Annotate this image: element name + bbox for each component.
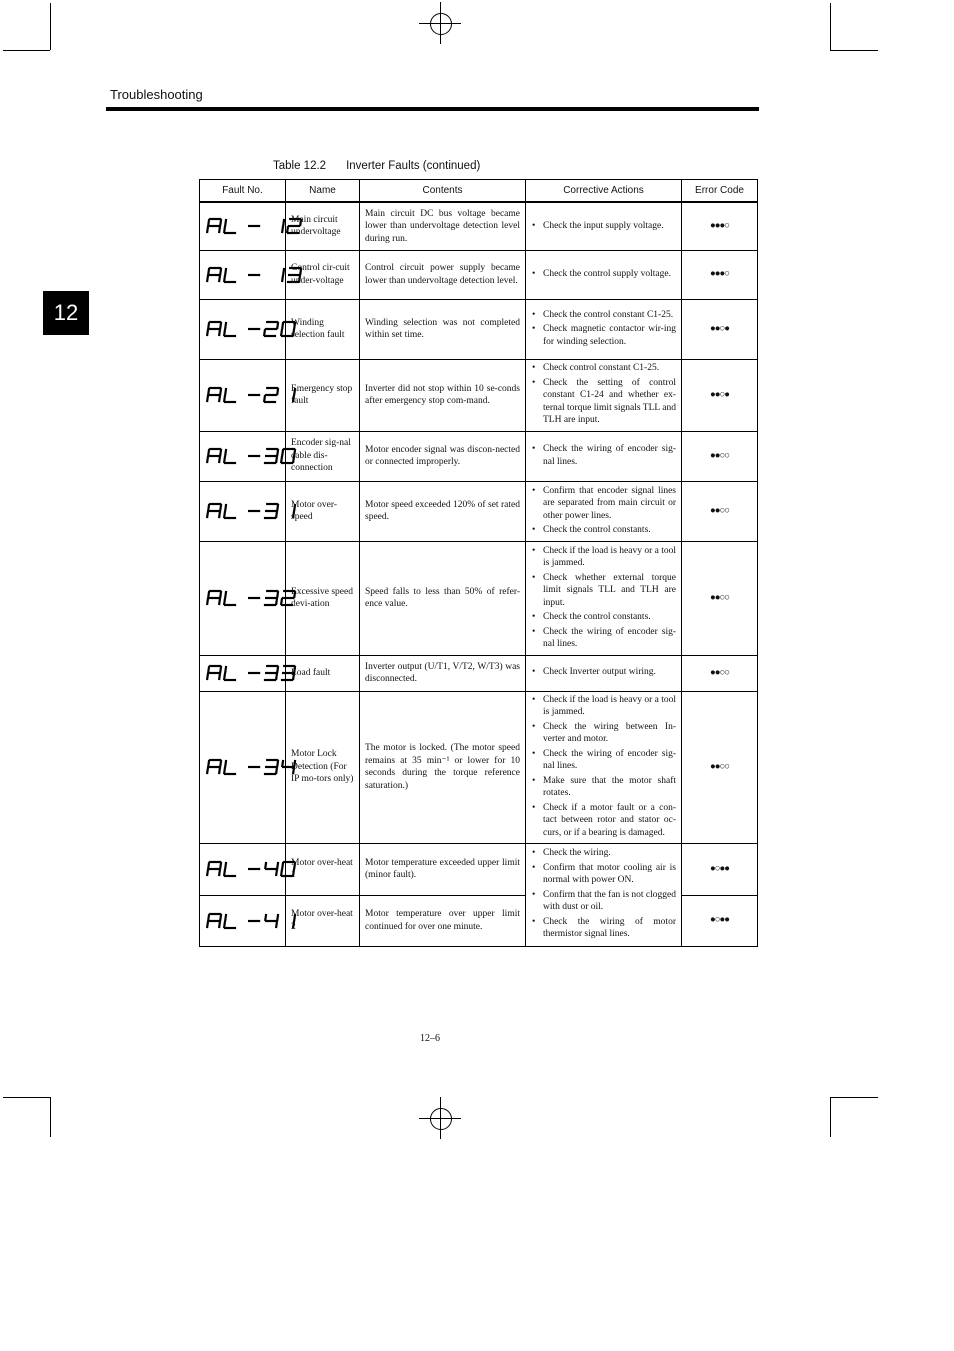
fault-code-cell [200,843,286,895]
fault-name: Load fault [286,655,360,691]
fault-code-cell [200,359,286,431]
chapter-tab: 12 [43,291,89,335]
fault-contents: Inverter did not stop within 10 se-conds after emergency stop com-mand. [360,359,526,431]
fault-contents: Speed falls to less than 50% of refer-ence value. [360,541,526,655]
crop-mark-tr-v [830,3,831,50]
action-item: • Make sure that the motor shaft rotates. [531,775,676,800]
fault-code-cell [200,691,286,843]
table-row [200,481,758,541]
table-row [200,359,758,431]
corrective-actions [526,655,682,691]
action-item: • Check the wiring. [531,847,676,860]
error-code-indicator: ●○●● [682,843,758,895]
header-rule [106,107,759,111]
action-item: • Check the wiring of encoder sig-nal lines. [531,748,676,773]
fault-code-display [205,911,280,931]
table-row [200,250,758,299]
fault-contents: The motor is locked. (The motor speed remains at 35 min⁻¹ or lower for 10 seconds during the torque reference saturation.) [360,691,526,843]
fault-name: Motor over-speed [286,481,360,541]
table-row [200,843,758,895]
action-item: • Check the wiring of motor thermistor signal lines. [531,916,676,941]
section-header: Troubleshooting [110,87,203,102]
fault-name: Emergency stop fault [286,359,360,431]
error-code-indicator: ●●●○ [682,202,758,250]
fault-contents: Control circuit power supply became lower than undervoltage detection level. [360,250,526,299]
table-row [200,691,758,843]
header-contents: Contents [360,180,526,203]
fault-name: Motor Lock Detection (For IP mo-tors only) [286,691,360,843]
fault-contents: Motor temperature exceeded upper limit (minor fault). [360,843,526,895]
action-item: • Check the wiring of encoder sig-nal lines. [531,626,676,651]
error-code-indicator: ●●○○ [682,541,758,655]
error-code-indicator: ●●○○ [682,431,758,481]
table-caption [273,160,480,172]
header-error-code: Error Code [682,180,758,203]
table-row [200,299,758,359]
corrective-actions [526,541,682,655]
fault-code-display [205,216,280,236]
fault-contents: Main circuit DC bus voltage became lower than undervoltage detection level during run. [360,202,526,250]
fault-code-display [205,501,280,521]
corrective-actions [526,691,682,843]
header-name: Name [286,180,360,203]
error-code-indicator: ●●○○ [682,655,758,691]
fault-name: Winding selection fault [286,299,360,359]
fault-code-display [205,588,280,608]
fault-contents: Motor temperature over upper limit continued for over one minute. [360,895,526,946]
table-row [200,431,758,481]
corrective-actions [526,481,682,541]
crop-mark-tl-h [3,50,50,51]
fault-code-cell [200,202,286,250]
header-corrective-actions: Corrective Actions [526,180,682,203]
table-row [200,541,758,655]
crop-mark-tr-h [830,50,878,51]
fault-name: Control cir-cuit under-voltage [286,250,360,299]
error-code-indicator: ●○●● [682,895,758,946]
crop-mark-br-h [830,1097,878,1098]
action-item: • Check the control supply voltage. [531,268,676,281]
action-item: • Confirm that encoder signal lines are separated from main circuit or other power lines. [531,485,676,523]
action-item: • Check the wiring of encoder sig-nal lines. [531,443,676,468]
corrective-actions [526,299,682,359]
fault-name: Encoder sig-nal cable dis-connection [286,431,360,481]
action-item: • Check the control constants. [531,524,676,537]
fault-code-display [205,757,280,777]
fault-code-display [205,663,280,683]
crop-mark-br-v [830,1097,831,1137]
page-number: 12–6 [420,1033,440,1044]
table-row [200,202,758,250]
action-item: • Check if a motor fault or a con-tact between rotor and stator oc-curs, or if a bearing is damaged. [531,802,676,840]
fault-code-display [205,265,280,285]
action-item: • Check the input supply voltage. [531,220,676,233]
fault-contents: Motor encoder signal was discon-nected or connected improperly. [360,431,526,481]
action-item: • Check control constant C1-25. [531,362,676,375]
corrective-actions [526,202,682,250]
registration-mark-bottom [425,1103,455,1133]
fault-code-cell [200,431,286,481]
action-item: • Check the control constant C1-25. [531,309,676,322]
error-code-indicator: ●●○● [682,359,758,431]
fault-code-cell [200,541,286,655]
fault-code-display [205,446,280,466]
action-item: • Check the control constants. [531,611,676,624]
error-code-indicator: ●●○○ [682,691,758,843]
fault-contents: Winding selection was not completed within set time. [360,299,526,359]
action-item: • Confirm that motor cooling air is normal with power ON. [531,862,676,887]
fault-code-cell [200,481,286,541]
table-number: Table 12.2 [273,160,327,172]
fault-code-cell [200,250,286,299]
corrective-actions [526,431,682,481]
fault-code-cell [200,655,286,691]
fault-name: Motor over-heat 1 [286,843,360,895]
error-code-indicator: ●●○● [682,299,758,359]
table-header-row [200,180,758,203]
fault-contents: Inverter output (U/T1, V/T2, W/T3) was disconnected. [360,655,526,691]
fault-name: Main circuit undervoltage [286,202,360,250]
action-item: • Confirm that the fan is not clogged with dust or oil. [531,889,676,914]
fault-code-cell [200,299,286,359]
error-code-indicator: ●●●○ [682,250,758,299]
fault-name: Excessive speed devi-ation [286,541,360,655]
fault-code-display [205,319,280,339]
corrective-actions [526,359,682,431]
table-row [200,655,758,691]
fault-code-display [205,859,280,879]
fault-contents: Motor speed exceeded 120% of set rated speed. [360,481,526,541]
fault-name: Motor over-heat 2 [286,895,360,946]
action-item: • Check Inverter output wiring. [531,666,676,679]
table-title: Inverter Faults (continued) [346,160,481,172]
inverter-faults-table [199,179,758,947]
fault-code-display [205,385,280,405]
corrective-actions [526,843,682,946]
action-item: • Check whether external torque limit signals TLL and TLH are input. [531,572,676,610]
action-item: • Check magnetic contactor wir-ing for winding selection. [531,323,676,348]
header-fault-no: Fault No. [200,180,286,203]
corrective-actions [526,250,682,299]
fault-code-cell [200,895,286,946]
registration-mark-top [425,8,455,38]
action-item: • Check the setting of control constant C1-24 and whether ex-ternal torque limit signals TLL and TLH are input. [531,377,676,427]
crop-mark-bl-h [3,1097,50,1098]
error-code-indicator: ●●○○ [682,481,758,541]
action-item: • Check the wiring between In-verter and motor. [531,721,676,746]
action-item: • Check if the load is heavy or a tool is jammed. [531,694,676,719]
crop-mark-bl-v [50,1097,51,1137]
crop-mark-tl-v [50,3,51,50]
action-item: • Check if the load is heavy or a tool is jammed. [531,545,676,570]
